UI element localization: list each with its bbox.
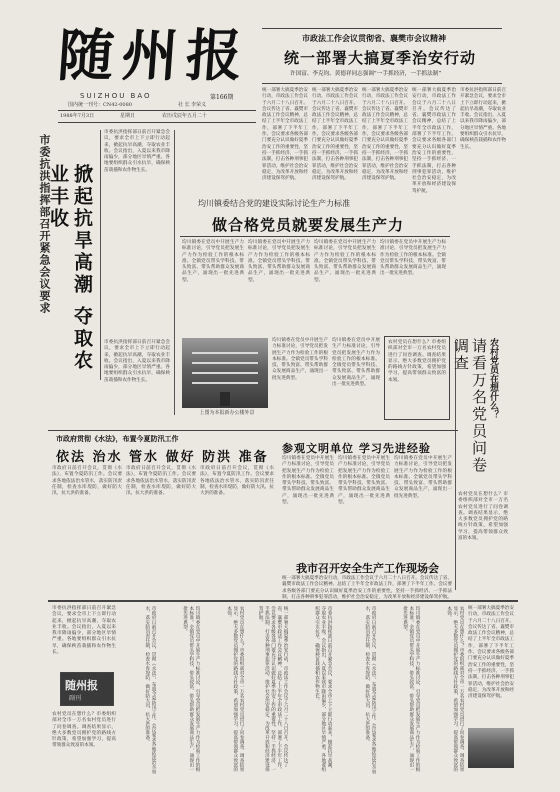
- left-article-col-1: 市委抗洪指挥部日前召开紧急会议，要求全市上下立即行动起来，掀起抗旱高潮，夺取农业丰收。会议指出，入夏以来我市降雨偏少，部分地区旱情严重。各地要组织群众引水抗旱，确保秧苗栽插和农作物生长。: [104, 130, 170, 173]
- top-article-kicker: 市政法工作会议贯彻省、襄樊市会议精神: [302, 34, 446, 43]
- bottom-col-1: 市委抗洪指挥部日前召开紧急会议，要求全市上下立即行动起来，掀起抗旱高潮，夺取农业丰收。会议指出，入夏以来我市降雨偏少，部分地区旱情严重。各地要组织群众引水抗旱，确保秧苗栽插和农作物生长。: [52, 606, 116, 656]
- bottom-vertical-1: 市政府日前召开会议，贯彻《水法》，布置今夏防汛工作。会议要求各地依法治水管水，落实防汛责任制，检查水库堤防，做好防大汛、抗大洪的准备。: [144, 606, 156, 774]
- left-column-divider: [174, 130, 175, 415]
- study-col-1: 均川镇委在党员中开展生产力标准讨论，引导党员把发展生产力作为检验工作的根本标准。全镇党员带头学科技、带头致富、带头帮助群众发展商品生产，涌现出一批先进典型。: [282, 456, 334, 506]
- boxed-note: [384, 336, 450, 420]
- masthead-title: 随州报: [55, 23, 253, 89]
- right-sidebar-divider: [455, 340, 456, 590]
- photo-caption: 上图为本报新办公楼外景: [199, 410, 255, 416]
- right-sidebar-body: 农村党员在想什么？市委组织部对全市一万名农村党员进行了问卷调查。调查结果显示，绝大多数党员拥护党的路线方针政策，希望加强学习，提高带领群众致富的本领。: [458, 492, 508, 542]
- center-article-kicker: 均川镇委结合党的建设实际讨论生产力标准: [198, 199, 350, 208]
- mid-col-2: 市政府日前召开会议，贯彻《水法》，布置今夏防汛工作。会议要求各地依法治水管水，落实防汛责任制，检查水库堤防，做好防大汛、抗大洪的准备。: [126, 466, 196, 497]
- bottom-strip-rule: [48, 600, 518, 602]
- left-banner-divider: [100, 130, 101, 380]
- bottom-vertical-6: 市政府日前召开会议，贯彻《水法》，布置今夏防汛工作。会议要求各地依法治水管水，落实防汛责任制，检查水库堤防，做好防大汛、抗大洪的准备。: [364, 606, 376, 774]
- top-article-col-3: 统一部署大搞夏季治安行动，市政法工作会议于六月二十八日召开。会议传达了省、襄樊市政法工作会议精神，总结了上半年全市政法工作，部署了下半年工作。会议要求各级各部门要充分认识做好夏季治安工作的重要性，坚持一手抓经济、一手抓法制，打击各种刑事犯罪活动，维护社会治安稳定，为改革开放和经济建设保驾护航。: [362, 88, 408, 182]
- masthead-rule-bottom: [58, 122, 256, 123]
- footer-logo-block: [60, 672, 114, 706]
- center-col-5: 均川镇委在党员中开展生产力标准讨论，引导党员把发展生产力作为检验工作的根本标准。全镇党员带头学科技、带头致富、带头帮助群众发展商品生产，涌现出一批先进典型。: [272, 338, 328, 381]
- left-banner-kicker: 市委抗洪指挥部召开紧急会议要求: [38, 134, 51, 314]
- top-article-header: [262, 28, 502, 84]
- mid-col-1: 市政府日前召开会议，贯彻《水法》，布置今夏防汛工作。会议要求各地依法治水管水，落实防汛责任制，检查水库堤防，做好防大汛、抗大洪的准备。: [52, 466, 122, 497]
- masthead-rule: [58, 110, 256, 111]
- mid-article-headline: 市政府贯彻《水法》，布置今夏防汛工作: [56, 435, 179, 443]
- study-col-2: 均川镇委在党员中开展生产力标准讨论，引导党员把发展生产力作为检验工作的根本标准。全镇党员带头学科技、带头致富、带头帮助群众发展商品生产，涌现出一批先进典型。: [338, 456, 390, 506]
- center-article-headline: 做合格党员就要发展生产力: [212, 216, 405, 234]
- footer-logo: 随州报: [65, 679, 98, 692]
- mid-article-slogan: 依法 治水 管水 做好 防洪 准备: [56, 450, 269, 465]
- bottom-vertical-4: 统一部署大搞夏季治安行动，市政法工作会议于六月二十八日召开。会议传达了省、襄樊市政法工作会议精神，总结了上半年全市政法工作，部署了下半年工作。会议要求各级各部门要充分认识做好夏季治安工作的重要性，坚持一手抓经济、一手抓法制，打击各种刑事犯罪活动，维护社会治安稳定，为改革开放和经济建设保驾护航。: [258, 606, 288, 772]
- right-sidebar-headline: 请看万名党员问卷调查: [452, 338, 488, 474]
- center-col-4: 均川镇委在党员中开展生产力标准讨论，引导党员把发展生产力作为检验工作的根本标准。全镇党员带头学科技、带头致富、带头帮助群众发展商品生产，涌现出一批先进典型。: [380, 240, 446, 277]
- bottom-vertical-7: 均川镇委在党员中开展生产力标准讨论，引导党员把发展生产力作为检验工作的根本标准。全镇党员带头学科技、带头致富、带头帮助群众发展商品生产，涌现出一批先进典型。: [402, 606, 420, 772]
- bottom-vertical-5: 市委抗洪指挥部日前召开紧急会议，要求全市上下立即行动起来，掀起抗旱高潮，夺取农业丰收。会议指出，入夏以来我市降雨偏少，部分地区旱情严重。各地要组织群众引水抗旱，确保秧苗栽插和农作物生长。: [314, 606, 332, 772]
- weekday: 星期日: [120, 113, 136, 119]
- footer-photo: [468, 728, 514, 768]
- issue-number: 第166期: [210, 94, 234, 101]
- study-col-3: 均川镇委在党员中开展生产力标准讨论，引导党员把发展生产力作为检验工作的根本标准。全镇党员带头学科技、带头致富、带头帮助群众发展商品生产，涌现出一批先进典型。: [394, 456, 452, 499]
- center-headline-rule: [180, 236, 450, 237]
- top-article-headline: 统一部署大搞夏季治安行动: [284, 49, 477, 67]
- study-headline: 参观文明单位 学习先进经验: [282, 442, 431, 455]
- bottom-vertical-3: 农村党员在想什么？市委组织部对全市一万名农村党员进行了问卷调查。调查结果显示，绝大多数党员拥护党的路线方针政策，希望加强学习，提高带领群众致富的本领。: [226, 606, 244, 772]
- publisher: 社 长 李荣义: [178, 102, 207, 108]
- top-article-subhead: 许国富、李克钧、黄德祥同志强调“一手抓经济，一手抓法制”: [290, 71, 442, 77]
- masthead-pinyin: SUIZHOU BAO: [80, 92, 152, 100]
- bottom-right-text: 统一部署大搞夏季治安行动，市政法工作会议于六月二十八日召开。会议传达了省、襄樊市政法工作会议精神，总结了上半年全市政法工作，部署了下半年工作。会议要求各级各部门要充分认识做好夏季治安工作的重要性，坚持一手抓经济、一手抓法制，打击各种刑事犯罪活动，维护社会治安稳定，为改革开放和经济建设保驾护航。: [468, 606, 514, 700]
- right-sidebar-kicker: 农村党员在想什么？: [488, 338, 498, 419]
- left-article-col-1b: 市委抗洪指挥部日前召开紧急会议，要求全市上下立即行动起来，掀起抗旱高潮，夺取农业丰收。会议指出，入夏以来我市降雨偏少，部分地区旱情严重。各地要组织群众引水抗旱，确保秧苗栽插和农作物生长。: [104, 340, 170, 383]
- center-col-1: 均川镇委在党员中开展生产力标准讨论，引导党员把发展生产力作为检验工作的根本标准。全镇党员带头学科技、带头致富、带头帮助群众发展商品生产，涌现出一批先进典型。: [182, 240, 244, 283]
- office-building-photo: [182, 338, 268, 408]
- top-article-col-2: 统一部署大搞夏季治安行动，市政法工作会议于六月二十八日召开。会议传达了省、襄樊市政法工作会议精神，总结了上半年全市政法工作，部署了下半年工作。会议要求各级各部门要充分认识做好夏季治安工作的重要性，坚持一手抓经济、一手抓法制，打击各种刑事犯罪活动，维护社会治安稳定，为改革开放和经济建设保驾护航。: [312, 88, 358, 182]
- mid-section-rule: [48, 430, 458, 431]
- footer-logo-sub: 副刊: [69, 695, 82, 702]
- bottom-vertical-2: 均川镇委在党员中开展生产力标准讨论，引导党员把发展生产力作为检验工作的根本标准。全镇党员带头学科技、带头致富、带头帮助群众发展商品生产，涌现出一批先进典型。: [182, 606, 200, 772]
- center-col-3: 均川镇委在党员中开展生产力标准讨论，引导党员把发展生产力作为检验工作的根本标准。全镇党员带头学科技、带头致富、带头帮助群众发展商品生产，涌现出一批先进典型。: [314, 240, 376, 283]
- center-col-2: 均川镇委在党员中开展生产力标准讨论，引导党员把发展生产力作为检验工作的根本标准。全镇党员带头学科技、带头致富、带头帮助群众发展商品生产，涌现出一批先进典型。: [248, 240, 310, 283]
- top-article-col-1: 统一部署大搞夏季治安行动，市政法工作会议于六月二十八日召开。会议传达了省、襄樊市政法工作会议精神，总结了上半年全市政法工作，部署了下半年工作。会议要求各级各部门要充分认识做好夏季治安工作的重要性，坚持一手抓经济、一手抓法制，打击各种刑事犯罪活动，维护社会治安稳定，为改革开放和经济建设保驾护航。: [262, 88, 308, 182]
- mid-col-3: 市政府日前召开会议，贯彻《水法》，布置今夏防汛工作。会议要求各地依法治水管水，落实防汛责任制，检查水库堤防，做好防大汛、抗大洪的准备。: [200, 466, 274, 497]
- top-article-col-4: 统一部署大搞夏季治安行动，市政法工作会议于六月二十八日召开。会议传达了省、襄樊市政法工作会议精神，总结了上半年全市政法工作，部署了下半年工作。会议要求各级各部门要充分认识做好夏季治安工作的重要性，坚持一手抓经济、一手抓法制，打击各种刑事犯罪活动，维护社会治安稳定，为改革开放和经济建设保驾护航。: [412, 88, 456, 194]
- center-col-6: 均川镇委在党员中开展生产力标准讨论，引导党员把发展生产力作为检验工作的根本标准。全镇党员带头学科技、带头致富、带头帮助群众发展商品生产，涌现出一批先进典型。: [332, 338, 380, 388]
- safety-lead: 统一部署大搞夏季治安行动，市政法工作会议于六月二十八日召开。会议传达了省、襄樊市政法工作会议精神，总结了上半年全市政法工作，部署了下半年工作。会议要求各级各部门要充分认识做好夏季治安工作的重要性，坚持一手抓经济、一手抓法制，打击各种刑事犯罪活动，维护社会治安稳定，为改革开放和经济建设保驾护航。: [282, 576, 452, 600]
- bottom-col-1b: 农村党员在想什么？市委组织部对全市一万名农村党员进行了问卷调查。调查结果显示，绝大多数党员拥护党的路线方针政策，希望加强学习，提高带领群众致富的本领。: [52, 712, 116, 749]
- right-column-text: 市委抗洪指挥部日前召开紧急会议，要求全市上下立即行动起来，掀起抗旱高潮，夺取农业丰收。会议指出，入夏以来我市降雨偏少，部分地区旱情严重。各地要组织群众引水抗旱，确保秧苗栽插和农作物生长。: [460, 88, 506, 150]
- safety-headline: 我市召开安全生产工作现场会: [296, 562, 439, 575]
- publication-code: 国内统一刊号：CN42-0080: [68, 102, 132, 108]
- bottom-vertical-8: 农村党员在想什么？市委组织部对全市一万名农村党员进行了问卷调查。调查结果显示，绝大多数党员拥护党的路线方针政策，希望加强学习，提高带领群众致富的本领。: [446, 606, 464, 772]
- lunar-date: 农历戊辰年五月二十: [162, 113, 208, 119]
- boxed-note-text: 农村党员在想什么？市委组织部对全市一万名农村党员进行了问卷调查。调查结果显示，绝大多数党员拥护党的路线方针政策，希望加强学习，提高带领群众致富的本领。: [388, 340, 446, 383]
- left-banner-headline: 掀起抗旱高潮 夺取农业丰收: [47, 164, 93, 372]
- date: 1988年7月3日: [60, 113, 95, 119]
